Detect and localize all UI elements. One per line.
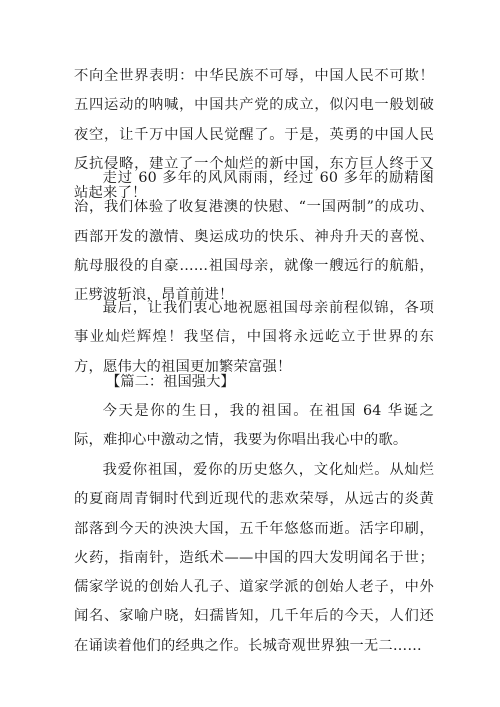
paragraph-1: 不向全世界表明：中华民族不可辱，中国人民不可欺！五四运动的呐喊，中国共产党的成立，似闪电一般划破夜空，让千万中国人民觉醒了。于是，英勇的中国人民反抗侵略，建立了一个灿烂的新中国，东方巨人终于又站起来了！ [74,68,434,202]
paragraph-3: 最后，让我们衷心地祝愿祖国母亲前程似锦，各项事业灿烂辉煌！我坚信，中国将永远屹立于世界的东方，愿伟大的祖国更加繁荣富强！ [74,300,434,375]
paragraph-2: 走过 60 多年的风风雨雨，经过 60 多年的励精图治，我们体验了收复港澳的快慰、“一国两制”的成功、西部开发的激情、奥运成功的快乐、神舟升天的喜悦、航母服役的自豪……祖国母亲，就像一艘远行的航船，正劈波斩浪，昂首前进！ [74,170,434,304]
section-heading: 【篇二：祖国强大】 [106,374,235,390]
section-paragraph-1: 今天是你的生日，我的祖国。在祖国 64 华诞之际，难抑心中激动之情，我要为你唱出我心中的歌。 [74,403,434,449]
section-paragraph-2: 我爱你祖国，爱你的历史悠久，文化灿烂。从灿烂的夏商周青铜时代到近现代的悲欢荣辱，从远古的炎黄部落到今天的泱泱大国，五千年悠悠而逝。活字印刷，火药，指南针，造纸术——中国的四大发明闻名于世；儒家学说的创始人孔子、道家学派的创始人老子，中外闻名、家喻户晓，妇孺皆知，几千年后的今天，人们还在诵读着他们的经典之作。长城奇观世界独一无二…… [74,462,434,654]
